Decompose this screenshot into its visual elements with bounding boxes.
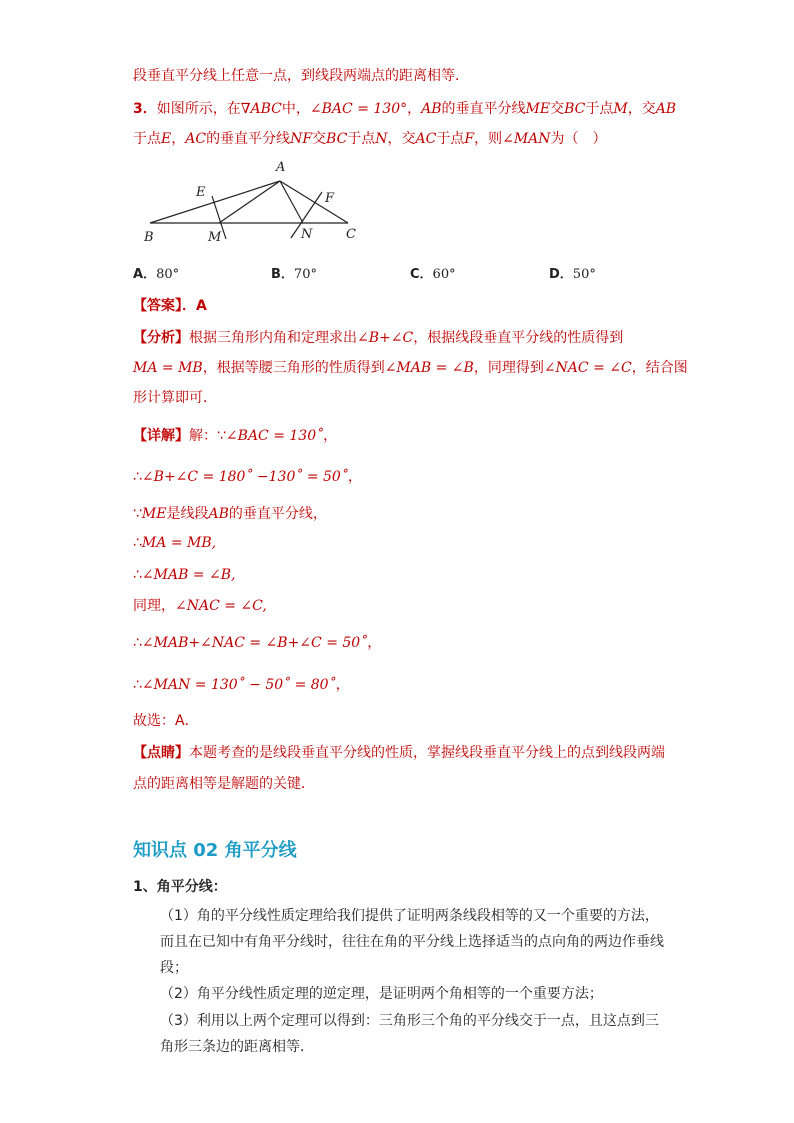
detail-text: 的垂直平分线，: [228, 506, 327, 522]
knowledge-p3-line-2: 角形三条边的距离相等．: [160, 1039, 314, 1055]
math-expr: ME: [141, 506, 167, 522]
label-a: A: [276, 160, 286, 175]
label-e: E: [196, 185, 206, 200]
intro-line: 段垂直平分线上任意一点，到线段两端点的距离相等．: [133, 68, 469, 84]
math-expr: ∠BAC = 130°: [309, 101, 408, 117]
label-n: N: [301, 227, 313, 242]
option-c[interactable]: [410, 263, 456, 282]
knowledge-p1-line-2: 而且在已知中有角平分线时，往往在角的平分线上选择适当的点向角的两边作垂线: [160, 934, 664, 950]
analysis-line-2: [133, 358, 688, 378]
question-line-2: [133, 129, 607, 149]
question-line-1: [133, 99, 676, 119]
question-text: ，则: [474, 131, 503, 147]
math-expr: ∠MAB = ∠B,: [141, 567, 236, 583]
question-text: ，交: [627, 101, 656, 117]
label-f: F: [325, 191, 335, 206]
question-text: 交: [312, 131, 327, 147]
detail-text: ∴: [133, 677, 142, 693]
math-expr: AC: [415, 131, 437, 147]
math-expr: E: [161, 131, 172, 147]
comment-line-1: [133, 743, 665, 763]
detail-text: ∴: [133, 635, 142, 651]
detail-line-1: [133, 426, 337, 446]
question-text: 交: [550, 101, 565, 117]
label-c: C: [346, 227, 356, 242]
knowledge-p3-line-1: （3）利用以上两个定理可以得到：三角形三个角的平分线交于一点，且这点到三: [160, 1013, 659, 1029]
option-value: 70°: [293, 267, 317, 282]
segment-an: [280, 181, 303, 223]
label-m: M: [208, 230, 222, 245]
detail-line-9: 故选：A．: [133, 713, 199, 729]
comment-tag: 【点睛】: [133, 745, 189, 761]
question-text: 的垂直平分线: [441, 101, 526, 117]
analysis-text: ，同理得到: [473, 360, 544, 376]
analysis-line-3: 形计算即可．: [133, 390, 217, 406]
math-expr: ∠MAB+∠NAC = ∠B+∠C = 50˚: [141, 635, 368, 651]
math-expr: AB: [421, 101, 442, 117]
detail-line-8: [133, 675, 350, 695]
detail-text: ∵: [133, 506, 142, 522]
knowledge-p1-line-1: （1）角的平分线性质定理给我们提供了证明两条线段相等的又一个重要的方法，: [160, 908, 659, 924]
detail-tag: 【详解】: [133, 428, 189, 444]
detail-line-7: [133, 633, 381, 653]
analysis-text: ，根据等腰三角形的性质得到: [202, 360, 385, 376]
analysis-tag: 【分析】: [133, 330, 189, 346]
question-text: ，: [171, 131, 186, 147]
detail-text: ∴: [133, 535, 142, 551]
answer-value: ．A: [182, 298, 207, 314]
math-expr: ∠MAN = 130˚ − 50˚ = 80˚: [141, 677, 336, 693]
question-text: 如图所示，在: [156, 101, 241, 117]
math-expr: BC: [326, 131, 348, 147]
math-expr: MA = MB: [133, 360, 203, 376]
knowledge-p1-line-3: 段；: [160, 960, 188, 976]
math-expr: ∠BAC = 130˚: [225, 428, 324, 444]
analysis-text: 根据三角形内角和定理求出: [189, 330, 357, 346]
detail-text: ，: [367, 635, 382, 651]
analysis-text: ，根据线段垂直平分线的性质得到: [413, 330, 624, 346]
detail-line-3: [133, 504, 327, 524]
option-value: 60°: [432, 267, 456, 282]
question-number: 3．: [133, 101, 157, 117]
comment-text: 本题考查的是线段垂直平分线的性质，掌握线段垂直平分线上的点到线段两端: [189, 745, 665, 761]
option-value: 50°: [572, 267, 596, 282]
detail-text: 是线段: [166, 506, 209, 522]
math-expr: AB: [208, 506, 229, 522]
math-expr: ∠NAC = ∠C: [543, 360, 632, 376]
question-text: 于点: [585, 101, 614, 117]
detail-text: ，: [347, 469, 362, 485]
math-expr: ∠B+∠C = 180˚ −130˚ = 50˚: [141, 469, 348, 485]
math-expr: NF: [290, 131, 313, 147]
knowledge-p2: （2）角平分线性质定理的逆定理，是证明两个角相等的一个重要方法；: [160, 986, 603, 1002]
option-value: 80°: [156, 267, 180, 282]
question-text: 的垂直平分线: [206, 131, 291, 147]
detail-text: ，: [335, 677, 350, 693]
comment-line-2: 点的距离相等是解题的关键．: [133, 776, 315, 792]
math-expr: ∠MAB = ∠B: [384, 360, 474, 376]
math-expr: F: [464, 131, 475, 147]
analysis-line-1: [133, 328, 623, 348]
answer-options: [133, 263, 693, 283]
math-expr: AB: [655, 101, 677, 117]
option-letter: B．: [271, 267, 294, 282]
question-text: ，交: [387, 131, 416, 147]
option-d[interactable]: [549, 263, 596, 282]
detail-text: ，: [323, 428, 338, 444]
math-expr: AC: [185, 131, 207, 147]
math-expr: N: [375, 131, 388, 147]
math-expr: ∠NAC = ∠C,: [175, 598, 267, 614]
knowledge-item-1: 1、角平分线：: [133, 879, 227, 895]
question-text: 于点: [436, 131, 465, 147]
question-text: 于点: [133, 131, 161, 147]
math-expr: ∠MAN: [502, 131, 551, 147]
question-text: 为（ ）: [550, 131, 607, 147]
answer-tag: 【答案】: [133, 298, 182, 314]
option-letter: A．: [133, 267, 157, 282]
question-text: ，: [407, 101, 422, 117]
segment-am: [219, 181, 280, 223]
detail-text: ∴: [133, 469, 142, 485]
side-ac: [280, 181, 348, 223]
math-expr: M: [613, 101, 628, 117]
triangle-figure: [133, 155, 373, 250]
math-expr: ∇ABC: [240, 101, 282, 117]
section-heading: 知识点 02 角平分线: [133, 840, 297, 861]
option-letter: D．: [549, 267, 573, 282]
detail-line-4: [133, 533, 216, 553]
answer-line: [133, 296, 207, 316]
math-expr: BC: [564, 101, 586, 117]
question-text: 中，: [281, 101, 310, 117]
detail-line-6: [133, 596, 267, 616]
math-expr: ∠B+∠C: [357, 330, 414, 346]
label-b: B: [144, 230, 154, 245]
side-ab: [150, 181, 280, 223]
analysis-text: ，结合图: [631, 360, 688, 376]
detail-text: 解：∵: [189, 428, 226, 444]
question-text: 于点: [347, 131, 376, 147]
math-expr: MA = MB,: [141, 535, 217, 551]
option-letter: C．: [410, 267, 433, 282]
detail-line-2: [133, 467, 362, 487]
option-b[interactable]: [271, 263, 317, 282]
math-expr: ME: [525, 101, 551, 117]
option-a[interactable]: [133, 263, 179, 282]
detail-line-5: [133, 565, 236, 585]
detail-text: ∴: [133, 567, 142, 583]
detail-text: 同理，: [133, 598, 175, 614]
